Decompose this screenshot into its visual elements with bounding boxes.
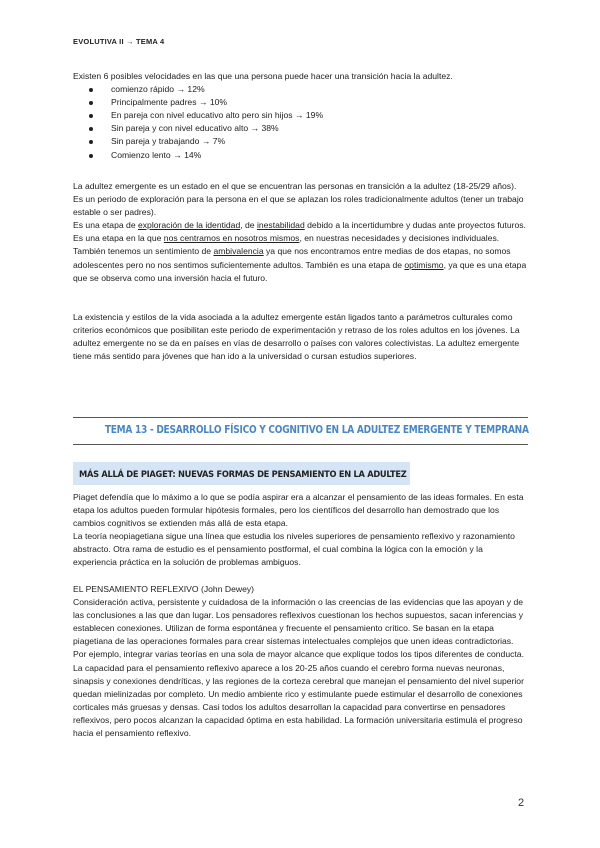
bullet-icon [89,114,93,118]
list-item: comienzo rápido → 12% [73,83,528,96]
bullet-icon [89,127,93,131]
bullet-icon [89,101,93,105]
underlined-term: ambivalencia [213,246,264,257]
running-header: EVOLUTIVA II → TEMA 4 [73,37,165,46]
topic-rule-bottom [73,444,528,445]
underlined-term: nos centramos en nosotros mismos [163,233,300,244]
underlined-term: optimismo [404,259,444,270]
neopiagetian-paragraph: La teoría neopiagetiana sigue una línea que estudia los niveles superiores de pensamiento reflexivo y razonamiento abstracto. Otra rama de estudio es el pensamiento postformal, el cual combina la lógica con la emoción y la experiencia práctica en la solución de problemas ambiguos. [73,531,515,568]
intro-lead: Existen 6 posibles velocidades en las que una persona puede hacer una transición hacia la adultez. [73,71,453,81]
emerging-adulthood-block [73,180,528,285]
emerging-adulthood-traits: Es una etapa de exploración de la identidad, de inestabilidad debido a la incertidumbre y dudas ante proyectos futuros. Es una etapa en la que nos centramos en nosotros mismos, en nuestras necesidades y decisiones individuales. También tenemos un sentimiento de ambivalencia ya que nos encontramos entre medias de dos etapas, no somos adolescentes pero no nos sentimos suficientemente adultos. También es una etapa de optimismo, ya que es una etapa que se observa como una inversión hacia el futuro. [73,220,527,283]
list-item: Sin pareja y con nivel educativo alto → 38% [73,122,528,135]
section-title: MÁS ALLÁ DE PIAGET: NUEVAS FORMAS DE PENSAMIENTO EN LA ADULTEZ [79,469,407,480]
topic-title: TEMA 13 - DESARROLLO FÍSICO Y COGNITIVO EN LA ADULTEZ EMERGENTE Y TEMPRANA [104,424,529,436]
list-item: Sin pareja y trabajando → 7% [73,135,528,148]
culture-paragraph: La existencia y estilos de la vida asociada a la adultez emergente están ligados tanto a parámetros culturales como criterios económicos que posibilitan este periodo de experimentación y retraso de los roles adultos en los jóvenes. La adultez emergente no se da en países en vías de desarrollo o países con valores colectivistas. La adultez emergente tiene más sentido para jóvenes que han ido a la universidad o cursan estudios superiores. [73,312,520,362]
underlined-term: exploración de la identidad [137,220,241,231]
list-item: Principalmente padres → 10% [73,96,528,109]
culture-paragraph-block [73,311,528,363]
piaget-paragraph: Piaget defendía que lo máximo a lo que se podía aspirar era a alcanzar el pensamiento de las ideas formales. En esta etapa los adultos pueden formular hipótesis formales, pero los científicos del desarrollo han demostrado que los cambios cognitivos se extienden más allá de esta etapa. [73,492,524,529]
list-item: En pareja con nivel educativo alto pero sin hijos → 19% [73,109,528,122]
reflexive-development: La capacidad para el pensamiento reflexivo aparece a los 20-25 años cuando el cerebro forma nuevas neuronas, sinapsis y conexiones dendríticas, y las regiones de la corteza cerebral que manejan el pensamiento del nivel superior quedan mielinizadas por completo. Un medio ambiente rico y estimulante puede estimular el desarrollo de conexiones corticales más gruesas y densas. Casi todos los adultos desarrollan la capacidad para convertirse en pensadores reflexivos, pero pocos alcanzan la capacidad óptima en esta habilidad. La formación universitaria estimula el progreso hacia el pensamiento reflexivo. [73,662,524,739]
underlined-term: inestabilidad [256,220,305,231]
list-item: Comienzo lento → 14% [73,149,528,162]
reflexive-thinking-block [73,583,528,740]
beyond-piaget-block [73,491,528,570]
bullet-icon [89,88,93,92]
bullet-icon [89,154,93,158]
reflexive-heading: EL PENSAMIENTO REFLEXIVO (John Dewey) [73,584,255,594]
intro-block [73,70,528,162]
bullet-icon [89,140,93,144]
emerging-adulthood-definition: La adultez emergente es un estado en el que se encuentran las personas en transición a la adultez (18-25/29 años). Es un periodo de exploración para la persona en el que se aplazan los roles tradicionalmente adultos (tener un trabajo estable o ser padres). [73,181,524,218]
topic-rule-top [73,417,528,418]
page-number: 2 [518,797,525,809]
reflexive-definition: Consideración activa, persistente y cuidadosa de la información o las creencias de las evidencias que las apoyan y de las conclusiones a las que dan lugar. Los pensadores reflexivos cuestionan los hechos supuestos, sacan inferencias y establecen conexiones. Utilizan de forma espontánea y frecuente el pensamiento crítico. Se basan en la etapa piagetiana de las operaciones formales para crear sistemas intelectuales complejos que unen ideas contradictorias. Por ejemplo, integrar varias teorías en una sola de mayor alcance que explique todos los tipos diferentes de conducta. [73,597,524,660]
speed-list [73,83,528,162]
